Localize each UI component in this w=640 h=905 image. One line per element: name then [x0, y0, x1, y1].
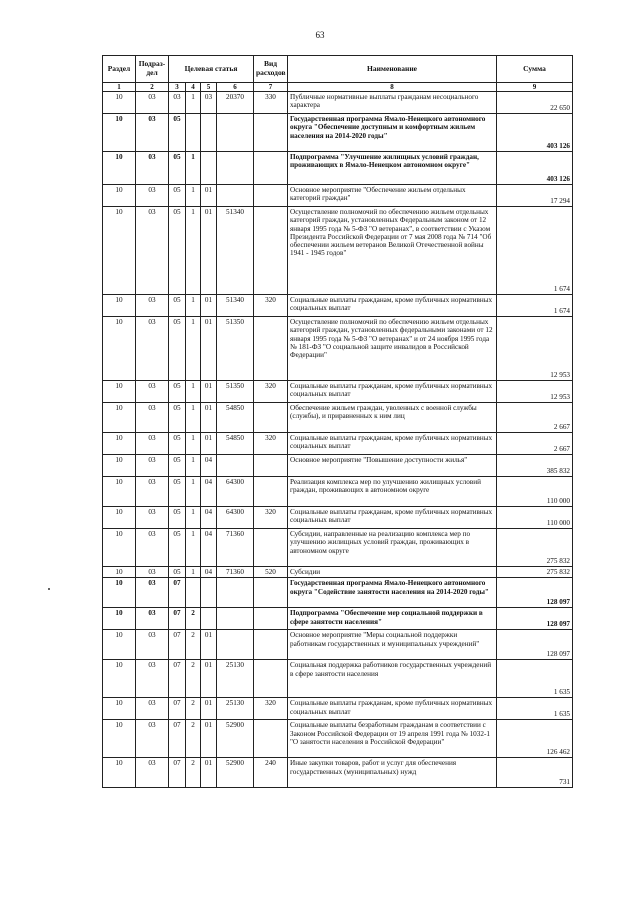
budget-table [102, 55, 573, 788]
row-name-cell: Социальные выплаты гражданам, кроме публичных нормативных социальных выплат [288, 698, 497, 720]
row-code-cell [254, 630, 288, 660]
row-code-cell: 1 [186, 185, 201, 207]
table-row [103, 403, 573, 433]
row-code-cell: 01 [201, 403, 217, 433]
row-sum-cell: 403 126 [497, 114, 573, 152]
row-name-cell: Иные закупки товаров, работ и услуг для обеспечения государственных (муниципальных) нужд [288, 758, 497, 788]
table-row [103, 185, 573, 207]
row-sum-cell: 110 000 [497, 507, 573, 529]
row-code-cell [217, 455, 254, 477]
row-code-cell: 03 [201, 92, 217, 114]
row-sum-cell: 22 650 [497, 92, 573, 114]
table-row [103, 92, 573, 114]
row-sum-cell: 126 462 [497, 720, 573, 758]
row-code-cell: 10 [103, 317, 136, 381]
header-razdel: Раздел [103, 56, 136, 83]
table-row [103, 529, 573, 567]
row-code-cell: 10 [103, 660, 136, 698]
row-code-cell: 240 [254, 758, 288, 788]
row-name-cell: Основное мероприятие "Меры социальной поддержки работникам государственных и муниципальных учреждений" [288, 630, 497, 660]
col-number: 3 [169, 83, 186, 92]
table-row [103, 152, 573, 185]
col-number: 9 [497, 83, 573, 92]
row-code-cell: 71360 [217, 529, 254, 567]
table-row [103, 207, 573, 295]
row-code-cell: 05 [169, 567, 186, 578]
row-code-cell: 05 [169, 317, 186, 381]
row-code-cell: 52900 [217, 720, 254, 758]
row-code-cell [217, 630, 254, 660]
row-code-cell: 03 [136, 567, 169, 578]
row-code-cell: 05 [169, 114, 186, 152]
row-sum-cell: 1 635 [497, 698, 573, 720]
col-number: 5 [201, 83, 217, 92]
row-code-cell: 1 [186, 317, 201, 381]
row-code-cell: 04 [201, 507, 217, 529]
row-code-cell: 10 [103, 185, 136, 207]
row-code-cell: 01 [201, 381, 217, 403]
row-code-cell [201, 578, 217, 608]
row-code-cell: 1 [186, 403, 201, 433]
row-code-cell: 07 [169, 578, 186, 608]
row-name-cell: Осуществление полномочий по обеспечению жильем отдельных категорий граждан, установленных Федеральным законом от 12 января 1995 года № 5-ФЗ "О ветеранах", в соответствии с Указом Президента Российской Федерации от 7 мая 2008 года № 714 "Об обеспечении жильем ветеранов Великой Отечественной войны 1941 - 1945 годов" [288, 207, 497, 295]
row-sum-cell: 2 667 [497, 433, 573, 455]
row-code-cell: 03 [136, 477, 169, 507]
row-code-cell: 01 [201, 720, 217, 758]
row-code-cell [217, 608, 254, 630]
row-code-cell [254, 317, 288, 381]
row-code-cell [186, 578, 201, 608]
row-code-cell: 2 [186, 720, 201, 758]
row-code-cell: 1 [186, 207, 201, 295]
header-vid: Вид расходов [254, 56, 288, 83]
table-row [103, 720, 573, 758]
row-sum-cell: 275 832 [497, 567, 573, 578]
row-name-cell: Подпрограмма "Обеспечение мер социальной поддержки в сфере занятости населения" [288, 608, 497, 630]
row-sum-cell: 1 635 [497, 660, 573, 698]
row-sum-cell: 128 097 [497, 608, 573, 630]
row-code-cell: 07 [169, 630, 186, 660]
row-code-cell: 520 [254, 567, 288, 578]
row-code-cell: 1 [186, 477, 201, 507]
row-code-cell: 10 [103, 567, 136, 578]
row-code-cell: 03 [136, 529, 169, 567]
table-row [103, 507, 573, 529]
row-code-cell: 01 [201, 630, 217, 660]
row-code-cell: 03 [136, 578, 169, 608]
row-code-cell: 10 [103, 630, 136, 660]
row-code-cell: 07 [169, 608, 186, 630]
row-code-cell: 10 [103, 295, 136, 317]
row-code-cell: 10 [103, 207, 136, 295]
row-code-cell: 04 [201, 567, 217, 578]
row-sum-cell: 12 953 [497, 317, 573, 381]
row-code-cell: 03 [136, 758, 169, 788]
row-code-cell: 71360 [217, 567, 254, 578]
row-name-cell: Публичные нормативные выплаты гражданам несоциального характера [288, 92, 497, 114]
row-code-cell: 54850 [217, 403, 254, 433]
row-sum-cell: 128 097 [497, 578, 573, 608]
row-code-cell: 03 [136, 185, 169, 207]
table-row [103, 567, 573, 578]
table-row [103, 660, 573, 698]
row-code-cell [254, 578, 288, 608]
header-celevaya: Целевая статья [169, 56, 254, 83]
row-code-cell: 01 [201, 207, 217, 295]
row-code-cell: 03 [136, 608, 169, 630]
row-name-cell: Подпрограмма "Улучшение жилищных условий граждан, проживающих в Ямало-Ненецком автономном округе" [288, 152, 497, 185]
table-row [103, 381, 573, 403]
row-code-cell: 320 [254, 381, 288, 403]
row-code-cell: 05 [169, 403, 186, 433]
column-number-row [103, 83, 573, 92]
row-code-cell: 10 [103, 477, 136, 507]
row-code-cell: 10 [103, 381, 136, 403]
row-code-cell: 04 [201, 477, 217, 507]
row-code-cell: 05 [169, 477, 186, 507]
table-row [103, 578, 573, 608]
row-code-cell: 05 [169, 507, 186, 529]
row-code-cell: 1 [186, 433, 201, 455]
row-code-cell: 320 [254, 433, 288, 455]
row-sum-cell: 2 667 [497, 403, 573, 433]
row-code-cell: 10 [103, 507, 136, 529]
row-code-cell: 07 [169, 758, 186, 788]
header-sum: Сумма [497, 56, 573, 83]
row-code-cell: 05 [169, 529, 186, 567]
row-code-cell: 1 [186, 381, 201, 403]
row-code-cell: 1 [186, 567, 201, 578]
row-name-cell: Осуществление полномочий по обеспечению жильем отдельных категорий граждан, установленных федеральными законами от 12 января 1995 года № 5-ФЗ "О ветеранах" и от 24 ноября 1995 года № 181-ФЗ "О социальной защите инвалидов в Российской Федерации" [288, 317, 497, 381]
row-code-cell [254, 455, 288, 477]
row-code-cell: 51350 [217, 381, 254, 403]
row-code-cell: 1 [186, 507, 201, 529]
row-code-cell: 1 [186, 529, 201, 567]
row-code-cell: 1 [186, 295, 201, 317]
row-code-cell: 03 [136, 660, 169, 698]
row-code-cell: 05 [169, 295, 186, 317]
row-code-cell: 51340 [217, 295, 254, 317]
row-sum-cell: 17 294 [497, 185, 573, 207]
row-code-cell: 64300 [217, 507, 254, 529]
table-row [103, 698, 573, 720]
row-sum-cell: 385 832 [497, 455, 573, 477]
row-code-cell [254, 114, 288, 152]
row-code-cell: 10 [103, 529, 136, 567]
row-code-cell: 2 [186, 698, 201, 720]
row-code-cell [254, 403, 288, 433]
row-code-cell: 04 [201, 529, 217, 567]
row-code-cell: 10 [103, 152, 136, 185]
row-code-cell: 07 [169, 698, 186, 720]
table-row [103, 114, 573, 152]
row-sum-cell: 1 674 [497, 207, 573, 295]
row-name-cell: Субсидии, направленные на реализацию комплекса мер по улучшению жилищных условий граждан, проживающих в автономном округе [288, 529, 497, 567]
row-sum-cell: 12 953 [497, 381, 573, 403]
row-code-cell: 1 [186, 455, 201, 477]
row-code-cell: 03 [136, 698, 169, 720]
row-code-cell: 03 [169, 92, 186, 114]
row-sum-cell: 403 126 [497, 152, 573, 185]
row-name-cell: Субсидии [288, 567, 497, 578]
row-code-cell: 1 [186, 152, 201, 185]
row-code-cell [217, 152, 254, 185]
row-sum-cell: 731 [497, 758, 573, 788]
row-code-cell: 03 [136, 403, 169, 433]
row-name-cell: Социальные выплаты гражданам, кроме публичных нормативных социальных выплат [288, 507, 497, 529]
row-code-cell: 05 [169, 207, 186, 295]
row-code-cell [186, 114, 201, 152]
row-code-cell: 01 [201, 185, 217, 207]
row-name-cell: Государственная программа Ямало-Ненецкого автономного округа "Обеспечение доступным и комфортным жильем населения на 2014-2020 годы" [288, 114, 497, 152]
row-code-cell: 01 [201, 317, 217, 381]
row-code-cell: 2 [186, 758, 201, 788]
row-code-cell [217, 185, 254, 207]
row-code-cell: 10 [103, 698, 136, 720]
row-name-cell: Социальная поддержка работников государственных учреждений в сфере занятости населения [288, 660, 497, 698]
row-code-cell: 01 [201, 295, 217, 317]
scan-speck [48, 588, 50, 590]
row-code-cell: 07 [169, 660, 186, 698]
row-code-cell [254, 660, 288, 698]
row-code-cell: 1 [186, 92, 201, 114]
row-name-cell: Обеспечение жильем граждан, уволенных с военной службы (службы), и приравненных к ним лиц [288, 403, 497, 433]
col-number: 8 [288, 83, 497, 92]
col-number: 4 [186, 83, 201, 92]
row-code-cell: 01 [201, 758, 217, 788]
row-code-cell: 2 [186, 630, 201, 660]
page-number: 63 [315, 30, 325, 40]
row-code-cell [254, 477, 288, 507]
table-row [103, 295, 573, 317]
row-code-cell: 03 [136, 295, 169, 317]
row-code-cell: 03 [136, 630, 169, 660]
row-code-cell: 01 [201, 660, 217, 698]
table-row [103, 477, 573, 507]
row-code-cell: 320 [254, 507, 288, 529]
row-code-cell: 01 [201, 433, 217, 455]
row-name-cell: Социальные выплаты гражданам, кроме публичных нормативных социальных выплат [288, 295, 497, 317]
row-code-cell: 03 [136, 507, 169, 529]
row-code-cell: 05 [169, 433, 186, 455]
row-code-cell: 03 [136, 720, 169, 758]
row-name-cell: Основное мероприятие "Повышение доступности жилья" [288, 455, 497, 477]
row-code-cell: 25130 [217, 698, 254, 720]
table-row [103, 758, 573, 788]
row-code-cell [254, 185, 288, 207]
col-number: 7 [254, 83, 288, 92]
row-code-cell [254, 529, 288, 567]
col-number: 6 [217, 83, 254, 92]
row-code-cell: 2 [186, 608, 201, 630]
row-code-cell: 2 [186, 660, 201, 698]
row-code-cell: 10 [103, 92, 136, 114]
row-code-cell [217, 578, 254, 608]
row-code-cell [254, 207, 288, 295]
row-code-cell: 64300 [217, 477, 254, 507]
col-number: 1 [103, 83, 136, 92]
row-code-cell [254, 720, 288, 758]
row-sum-cell: 1 674 [497, 295, 573, 317]
row-code-cell: 03 [136, 92, 169, 114]
row-code-cell: 10 [103, 433, 136, 455]
row-code-cell: 05 [169, 381, 186, 403]
row-code-cell: 07 [169, 720, 186, 758]
row-code-cell: 52900 [217, 758, 254, 788]
row-code-cell [201, 114, 217, 152]
row-code-cell: 20370 [217, 92, 254, 114]
row-code-cell: 05 [169, 185, 186, 207]
row-sum-cell: 128 097 [497, 630, 573, 660]
row-name-cell: Государственная программа Ямало-Ненецкого автономного округа "Содействие занятости населения на 2014-2020 годы" [288, 578, 497, 608]
row-name-cell: Реализация комплекса мер по улучшению жилищных условий граждан, проживающих в автономном округе [288, 477, 497, 507]
row-code-cell: 10 [103, 720, 136, 758]
row-code-cell: 01 [201, 698, 217, 720]
row-code-cell: 25130 [217, 660, 254, 698]
table-row [103, 317, 573, 381]
row-code-cell: 10 [103, 455, 136, 477]
col-number: 2 [136, 83, 169, 92]
row-code-cell: 10 [103, 114, 136, 152]
row-code-cell: 03 [136, 152, 169, 185]
row-code-cell [201, 152, 217, 185]
row-code-cell [201, 608, 217, 630]
row-code-cell: 330 [254, 92, 288, 114]
row-name-cell: Основное мероприятие "Обеспечение жильем отдельных категорий граждан" [288, 185, 497, 207]
row-code-cell: 04 [201, 455, 217, 477]
row-code-cell: 51350 [217, 317, 254, 381]
row-code-cell: 10 [103, 578, 136, 608]
row-name-cell: Социальные выплаты гражданам, кроме публичных нормативных социальных выплат [288, 433, 497, 455]
row-code-cell: 03 [136, 114, 169, 152]
row-code-cell: 03 [136, 433, 169, 455]
row-name-cell: Социальные выплаты безработным гражданам в соответствии с Законом Российской Федерации от 19 апреля 1991 года № 1032-1 "О занятости населения в Российской Федерации" [288, 720, 497, 758]
row-code-cell [254, 152, 288, 185]
row-code-cell: 03 [136, 207, 169, 295]
row-code-cell: 54850 [217, 433, 254, 455]
header-name: Наименование [288, 56, 497, 83]
row-code-cell: 10 [103, 758, 136, 788]
table-row [103, 608, 573, 630]
header-podrazdel: Подраз-дел [136, 56, 169, 83]
row-code-cell [254, 608, 288, 630]
row-code-cell: 03 [136, 317, 169, 381]
row-code-cell: 10 [103, 608, 136, 630]
row-code-cell [217, 114, 254, 152]
row-code-cell: 05 [169, 455, 186, 477]
row-code-cell: 03 [136, 455, 169, 477]
row-sum-cell: 110 000 [497, 477, 573, 507]
table-row [103, 433, 573, 455]
table-row [103, 455, 573, 477]
table-row [103, 630, 573, 660]
row-sum-cell: 275 832 [497, 529, 573, 567]
row-code-cell: 10 [103, 403, 136, 433]
row-code-cell: 05 [169, 152, 186, 185]
row-code-cell: 320 [254, 295, 288, 317]
row-name-cell: Социальные выплаты гражданам, кроме публичных нормативных социальных выплат [288, 381, 497, 403]
row-code-cell: 03 [136, 381, 169, 403]
row-code-cell: 51340 [217, 207, 254, 295]
row-code-cell: 320 [254, 698, 288, 720]
